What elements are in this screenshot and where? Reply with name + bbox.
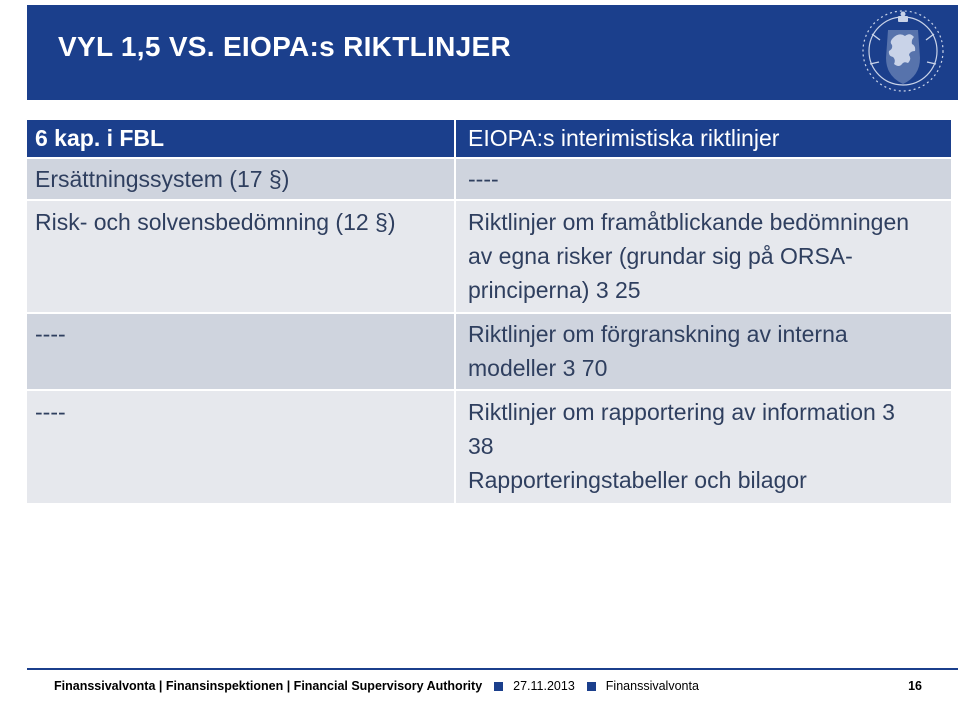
comparison-table: [27, 120, 951, 505]
table-row: [27, 158, 951, 200]
table-cell-right: [455, 390, 951, 504]
table-cell-right: [455, 200, 951, 313]
slide-title: VYL 1,5 VS. EIOPA:s RIKTLINJER: [58, 31, 511, 62]
footer-date: 27.11.2013: [513, 679, 575, 693]
footer-source: Finanssivalvonta: [605, 679, 699, 693]
page-number: 16: [908, 679, 922, 693]
table-cell-right: [455, 313, 951, 390]
cell-line: Riktlinjer om förgranskning av interna: [468, 321, 848, 347]
cell-line: Rapporteringstabeller och bilagor: [468, 467, 807, 493]
table-row: [27, 313, 951, 390]
column-header-fbl: 6 kap. i FBL: [27, 120, 455, 158]
table-cell-left: ----: [27, 313, 455, 390]
footer-organization: Finanssivalvonta | Finansinspektionen | Financial Supervisory Authority: [54, 679, 483, 693]
square-bullet-icon: [494, 682, 503, 691]
table-cell-right: ----: [455, 158, 951, 200]
table-cell-left: ----: [27, 390, 455, 504]
footer: [27, 668, 958, 701]
finnish-lion-crest-icon: [858, 4, 948, 96]
cell-line: av egna risker (grundar sig på ORSA-: [468, 243, 853, 269]
cell-line: 38: [468, 433, 494, 459]
cell-line: principerna) 3 25: [468, 277, 641, 303]
footer-info: [54, 679, 699, 693]
table-row: [27, 390, 951, 504]
table-cell-left: Risk- och solvensbedömning (12 §): [27, 200, 455, 313]
cell-line: modeller 3 70: [468, 355, 608, 381]
table-cell-left: Ersättningssystem (17 §): [27, 158, 455, 200]
column-header-eiopa: EIOPA:s interimistiska riktlinjer: [455, 120, 951, 158]
square-bullet-icon: [587, 682, 596, 691]
cell-line: Riktlinjer om framåtblickande bedömningen: [468, 209, 910, 235]
table-row: [27, 200, 951, 313]
cell-line: Riktlinjer om rapportering av information 3: [468, 399, 895, 425]
table-header-row: [27, 120, 951, 158]
